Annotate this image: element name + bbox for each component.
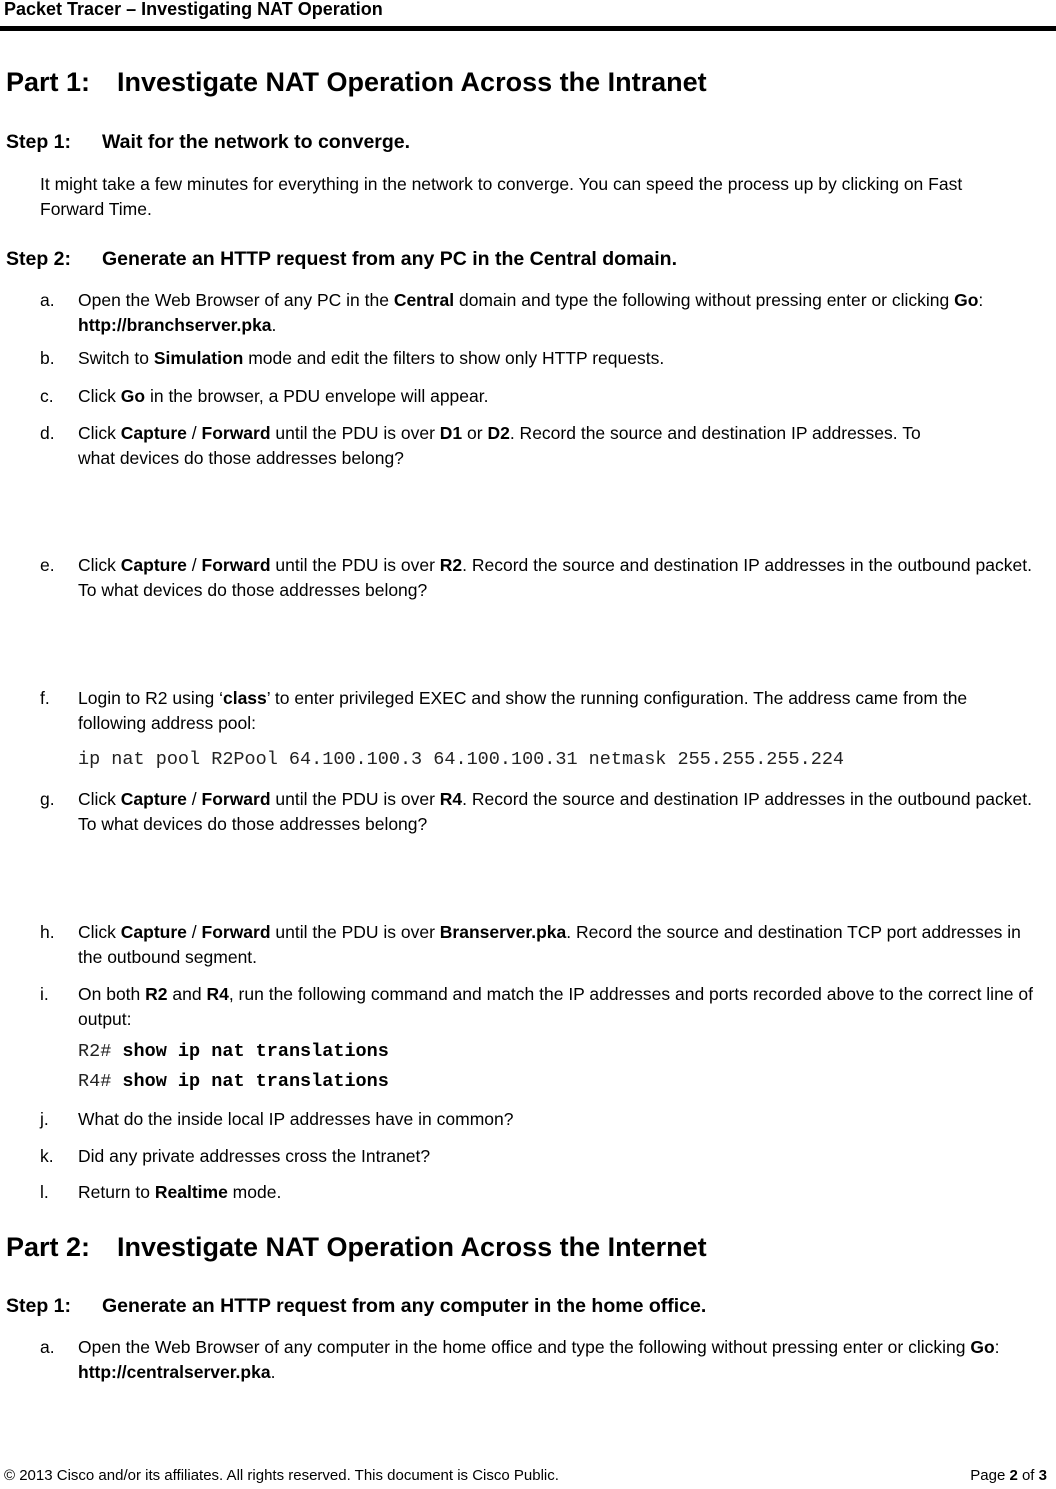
step-number: Step 1: xyxy=(6,131,72,153)
list-item-letter: f. xyxy=(40,688,50,708)
r2-command-line xyxy=(78,1040,389,1064)
list-item-a xyxy=(40,288,1050,338)
step-number: Step 2: xyxy=(6,248,72,270)
part-1-step-2-heading xyxy=(6,247,677,271)
list-item-text: Login to R2 using ‘class’ to enter privileged EXEC and show the running configuration. The address came from the following address pool: xyxy=(78,688,968,733)
step-number: Step 1: xyxy=(6,1295,72,1317)
list-item-i xyxy=(40,982,1050,1032)
part-1-heading xyxy=(6,66,707,98)
list-item-letter: d. xyxy=(40,423,55,443)
list-item-k xyxy=(40,1144,1050,1169)
list-item-letter: j. xyxy=(40,1109,49,1129)
list-item-letter: i. xyxy=(40,984,49,1004)
footer-page-number: Page 2 of 3 xyxy=(970,1467,1047,1484)
part-2-title: Investigate NAT Operation Across the Internet xyxy=(117,1232,707,1262)
list-item-h xyxy=(40,920,1050,970)
list-item-letter: c. xyxy=(40,386,54,406)
list-item-text: Click Capture / Forward until the PDU is over Branserver.pka. Record the source and destination TCP port addresses in the outbound segment. xyxy=(78,922,1021,967)
step-title: Generate an HTTP request from any computer in the home office. xyxy=(102,1295,707,1317)
list-item-letter: b. xyxy=(40,348,55,368)
part-1-step-1-heading xyxy=(6,130,410,154)
list-item-text: Return to Realtime mode. xyxy=(78,1182,282,1202)
step-title: Generate an HTTP request from any PC in the Central domain. xyxy=(102,248,678,270)
list-item-j xyxy=(40,1107,1050,1132)
list-item-text: Open the Web Browser of any computer in the home office and type the following without pressing enter or clicking Go: http://centralserver.pka. xyxy=(78,1337,1000,1382)
list-item-letter: g. xyxy=(40,789,55,809)
list-item-text: Click Capture / Forward until the PDU is over D1 or D2. Record the source and destination IP addresses. To what devices do those addresses belong? xyxy=(78,423,921,468)
cli-prompt: R2# xyxy=(78,1041,123,1062)
step-title: Wait for the network to converge. xyxy=(102,131,411,153)
list-item-b xyxy=(40,346,1050,371)
list-item-e xyxy=(40,553,1050,603)
list-item-text: Click Capture / Forward until the PDU is over R2. Record the source and destination IP addresses in the outbound packet. To what devices do those addresses belong? xyxy=(78,555,1032,600)
part-2-step-1-heading xyxy=(6,1294,706,1318)
list-item-letter: l. xyxy=(40,1182,49,1202)
footer-copyright: © 2013 Cisco and/or its affiliates. All rights reserved. This document is Cisco Public. xyxy=(4,1467,559,1484)
list-item-text: On both R2 and R4, run the following command and match the IP addresses and ports recorded above to the correct line of output: xyxy=(78,984,1033,1029)
list-item-l xyxy=(40,1180,1050,1205)
list-item-letter: e. xyxy=(40,555,55,575)
list-item-letter: a. xyxy=(40,290,55,310)
part-1-number: Part 1: xyxy=(6,67,91,97)
list-item-letter: a. xyxy=(40,1337,55,1357)
nat-pool-config-line: ip nat pool R2Pool 64.100.100.3 64.100.100.31 netmask 255.255.255.224 xyxy=(78,749,845,770)
list-item-g xyxy=(40,787,1050,837)
part-2-number: Part 2: xyxy=(6,1232,91,1262)
part-2-list-item-a xyxy=(40,1335,1050,1385)
part-1-title: Investigate NAT Operation Across the Intranet xyxy=(117,67,707,97)
header-divider xyxy=(0,26,1056,31)
document-header-title: Packet Tracer – Investigating NAT Operation xyxy=(4,0,383,19)
part-2-heading xyxy=(6,1231,707,1263)
list-item-letter: h. xyxy=(40,922,55,942)
step-1-description: It might take a few minutes for everything in the network to converge. You can speed the process up by clicking on Fast Forward Time. xyxy=(40,174,963,219)
list-item-text: Did any private addresses cross the Intranet? xyxy=(78,1146,431,1166)
r4-command-line xyxy=(78,1070,389,1094)
list-item-letter: k. xyxy=(40,1146,54,1166)
cli-command: show ip nat translations xyxy=(122,1071,389,1092)
cli-prompt: R4# xyxy=(78,1071,123,1092)
list-item-f xyxy=(40,686,1050,736)
list-item-c xyxy=(40,384,1050,409)
cli-command: show ip nat translations xyxy=(122,1041,389,1062)
list-item-text: Switch to Simulation mode and edit the filters to show only HTTP requests. xyxy=(78,348,665,368)
list-item-d xyxy=(40,421,1050,471)
list-item-text: What do the inside local IP addresses have in common? xyxy=(78,1109,514,1129)
list-item-text: Click Go in the browser, a PDU envelope will appear. xyxy=(78,386,489,406)
list-item-text: Open the Web Browser of any PC in the Central domain and type the following without pressing enter or clicking Go: http://branchserver.pka. xyxy=(78,290,984,335)
list-item-text: Click Capture / Forward until the PDU is over R4. Record the source and destination IP addresses in the outbound packet. To what devices do those addresses belong? xyxy=(78,789,1032,834)
